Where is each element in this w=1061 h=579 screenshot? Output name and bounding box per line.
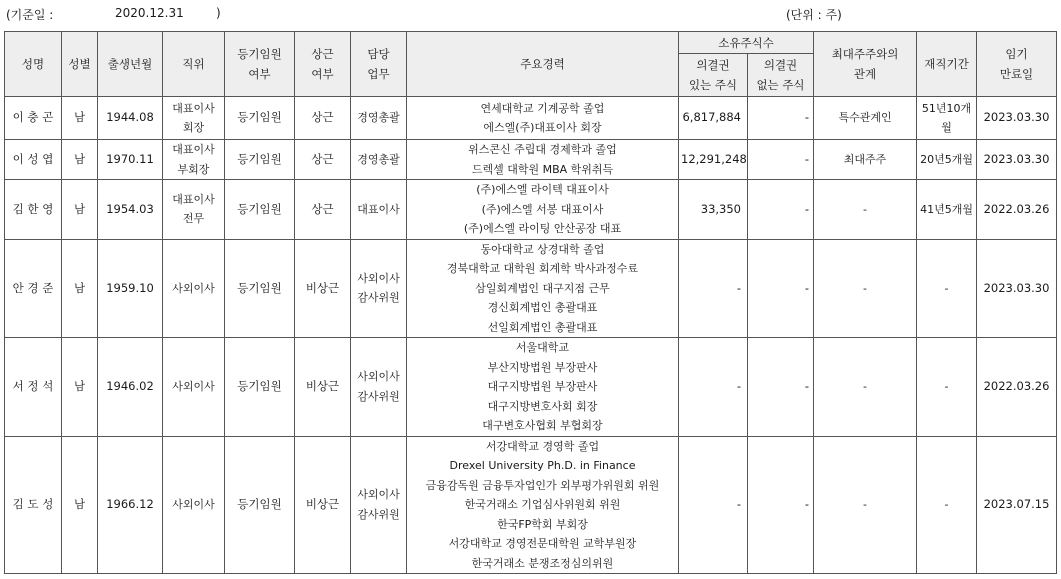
cell-voting: -: [679, 239, 748, 338]
cell-gender: 남: [62, 239, 98, 338]
cell-registered: 등기임원: [225, 436, 295, 574]
cell-name: 안 경 준: [5, 239, 62, 338]
table-row: [5, 436, 1057, 574]
col-term: 임기 만료일: [977, 32, 1057, 97]
cell-name: 이 성 엽: [5, 140, 62, 180]
col-name: 성명: [5, 32, 62, 97]
cell-birth: 1944.08: [98, 97, 163, 140]
cell-duty: 대표이사: [351, 180, 407, 240]
col-birth: 출생년월: [98, 32, 163, 97]
col-voting: 의결권 있는 주식: [679, 54, 748, 97]
cell-nonvoting: -: [748, 97, 814, 140]
cell-voting: -: [679, 338, 748, 437]
table-row: [5, 180, 1057, 240]
col-shares-group: 소유주식수: [679, 32, 814, 54]
cell-fulltime: 비상근: [295, 436, 351, 574]
cell-voting: 33,350: [679, 180, 748, 240]
cell-registered: 등기임원: [225, 140, 295, 180]
cell-relation: 최대주주: [814, 140, 917, 180]
cell-relation: -: [814, 239, 917, 338]
cell-position: 대표이사 회장: [163, 97, 225, 140]
table-row: [5, 338, 1057, 437]
cell-nonvoting: -: [748, 180, 814, 240]
unit-label: (단위 : 주): [786, 8, 842, 22]
cell-career: 위스콘신 주립대 경제학과 졸업 드렉셀 대학원 MBA 학위취득: [407, 140, 679, 180]
cell-birth: 1959.10: [98, 239, 163, 338]
cell-tenure: 41년5개월: [917, 180, 977, 240]
col-position: 직위: [163, 32, 225, 97]
cell-career: 서울대학교 부산지방법원 부장판사 대구지방법원 부장판사 대구지방변호사회 회장 대구변호사협회 부협회장: [407, 338, 679, 437]
cell-career: (주)에스엘 라이텍 대표이사 (주)에스엘 서봉 대표이사 (주)에스엘 라이팅 안산공장 대표: [407, 180, 679, 240]
col-gender: 성별: [62, 32, 98, 97]
cell-term: 2022.03.26: [977, 180, 1057, 240]
cell-registered: 등기임원: [225, 239, 295, 338]
cell-registered: 등기임원: [225, 180, 295, 240]
cell-fulltime: 비상근: [295, 239, 351, 338]
cell-career: 연세대학교 기계공학 졸업 에스엘(주)대표이사 회장: [407, 97, 679, 140]
cell-gender: 남: [62, 180, 98, 240]
cell-gender: 남: [62, 436, 98, 574]
cell-fulltime: 상근: [295, 180, 351, 240]
base-date-value: 2020.12.31: [115, 6, 184, 20]
table-body: [5, 97, 1057, 574]
cell-gender: 남: [62, 140, 98, 180]
cell-name: 서 정 석: [5, 338, 62, 437]
cell-fulltime: 상근: [295, 140, 351, 180]
cell-voting: 6,817,884: [679, 97, 748, 140]
cell-term: 2023.07.15: [977, 436, 1057, 574]
cell-relation: -: [814, 180, 917, 240]
table-row: [5, 239, 1057, 338]
cell-duty: 경영총괄: [351, 140, 407, 180]
cell-relation: -: [814, 338, 917, 437]
cell-position: 대표이사 부회장: [163, 140, 225, 180]
cell-nonvoting: -: [748, 338, 814, 437]
cell-position: 사외이사: [163, 436, 225, 574]
col-duty: 담당 업무: [351, 32, 407, 97]
table-row: [5, 140, 1057, 180]
base-date-label: (기준일 :: [6, 8, 54, 22]
cell-position: 사외이사: [163, 239, 225, 338]
cell-term: 2023.03.30: [977, 239, 1057, 338]
cell-position: 사외이사: [163, 338, 225, 437]
executives-table: [4, 31, 1057, 574]
cell-birth: 1966.12: [98, 436, 163, 574]
cell-career: 서강대학교 경영학 졸업 Drexel University Ph.D. in Finance 금융감독원 금융투자업인가 외부평가위원회 위원 한국거래소 기업심사위원회 위원 한국FP학회 부회장 서강대학교 경영전문대학원 교학부원장 한국거래소 분쟁조정심의위원: [407, 436, 679, 574]
cell-tenure: 51년10개월: [917, 97, 977, 140]
cell-registered: 등기임원: [225, 97, 295, 140]
col-career: 주요경력: [407, 32, 679, 97]
cell-tenure: -: [917, 239, 977, 338]
cell-tenure: -: [917, 436, 977, 574]
cell-tenure: -: [917, 338, 977, 437]
col-fulltime: 상근 여부: [295, 32, 351, 97]
cell-duty: 경영총괄: [351, 97, 407, 140]
cell-duty: 사외이사 감사위원: [351, 239, 407, 338]
cell-duty: 사외이사 감사위원: [351, 436, 407, 574]
cell-nonvoting: -: [748, 239, 814, 338]
cell-registered: 등기임원: [225, 338, 295, 437]
cell-nonvoting: -: [748, 436, 814, 574]
base-date-close: ): [216, 6, 221, 20]
cell-position: 대표이사 전무: [163, 180, 225, 240]
cell-fulltime: 상근: [295, 97, 351, 140]
table-row: [5, 97, 1057, 140]
col-nonvoting: 의결권 없는 주식: [748, 54, 814, 97]
cell-birth: 1946.02: [98, 338, 163, 437]
cell-fulltime: 비상근: [295, 338, 351, 437]
cell-relation: 특수관계인: [814, 97, 917, 140]
cell-birth: 1970.11: [98, 140, 163, 180]
report-header: [0, 0, 1061, 30]
cell-term: 2023.03.30: [977, 97, 1057, 140]
cell-voting: -: [679, 436, 748, 574]
cell-duty: 사외이사 감사위원: [351, 338, 407, 437]
col-relation: 최대주주와의 관계: [814, 32, 917, 97]
cell-birth: 1954.03: [98, 180, 163, 240]
cell-gender: 남: [62, 338, 98, 437]
cell-nonvoting: -: [748, 140, 814, 180]
cell-relation: -: [814, 436, 917, 574]
col-tenure: 재직기간: [917, 32, 977, 97]
cell-term: 2023.03.30: [977, 140, 1057, 180]
cell-name: 김 도 성: [5, 436, 62, 574]
cell-tenure: 20년5개월: [917, 140, 977, 180]
col-registered: 등기임원 여부: [225, 32, 295, 97]
cell-name: 이 충 곤: [5, 97, 62, 140]
cell-gender: 남: [62, 97, 98, 140]
cell-career: 동아대학교 상경대학 졸업 경북대학교 대학원 회계학 박사과정수료 삼일회계법인 대구지점 근무 경신회계법인 총괄대표 선일회계법인 총괄대표: [407, 239, 679, 338]
cell-term: 2022.03.26: [977, 338, 1057, 437]
cell-name: 김 한 영: [5, 180, 62, 240]
cell-voting: 12,291,248: [679, 140, 748, 180]
